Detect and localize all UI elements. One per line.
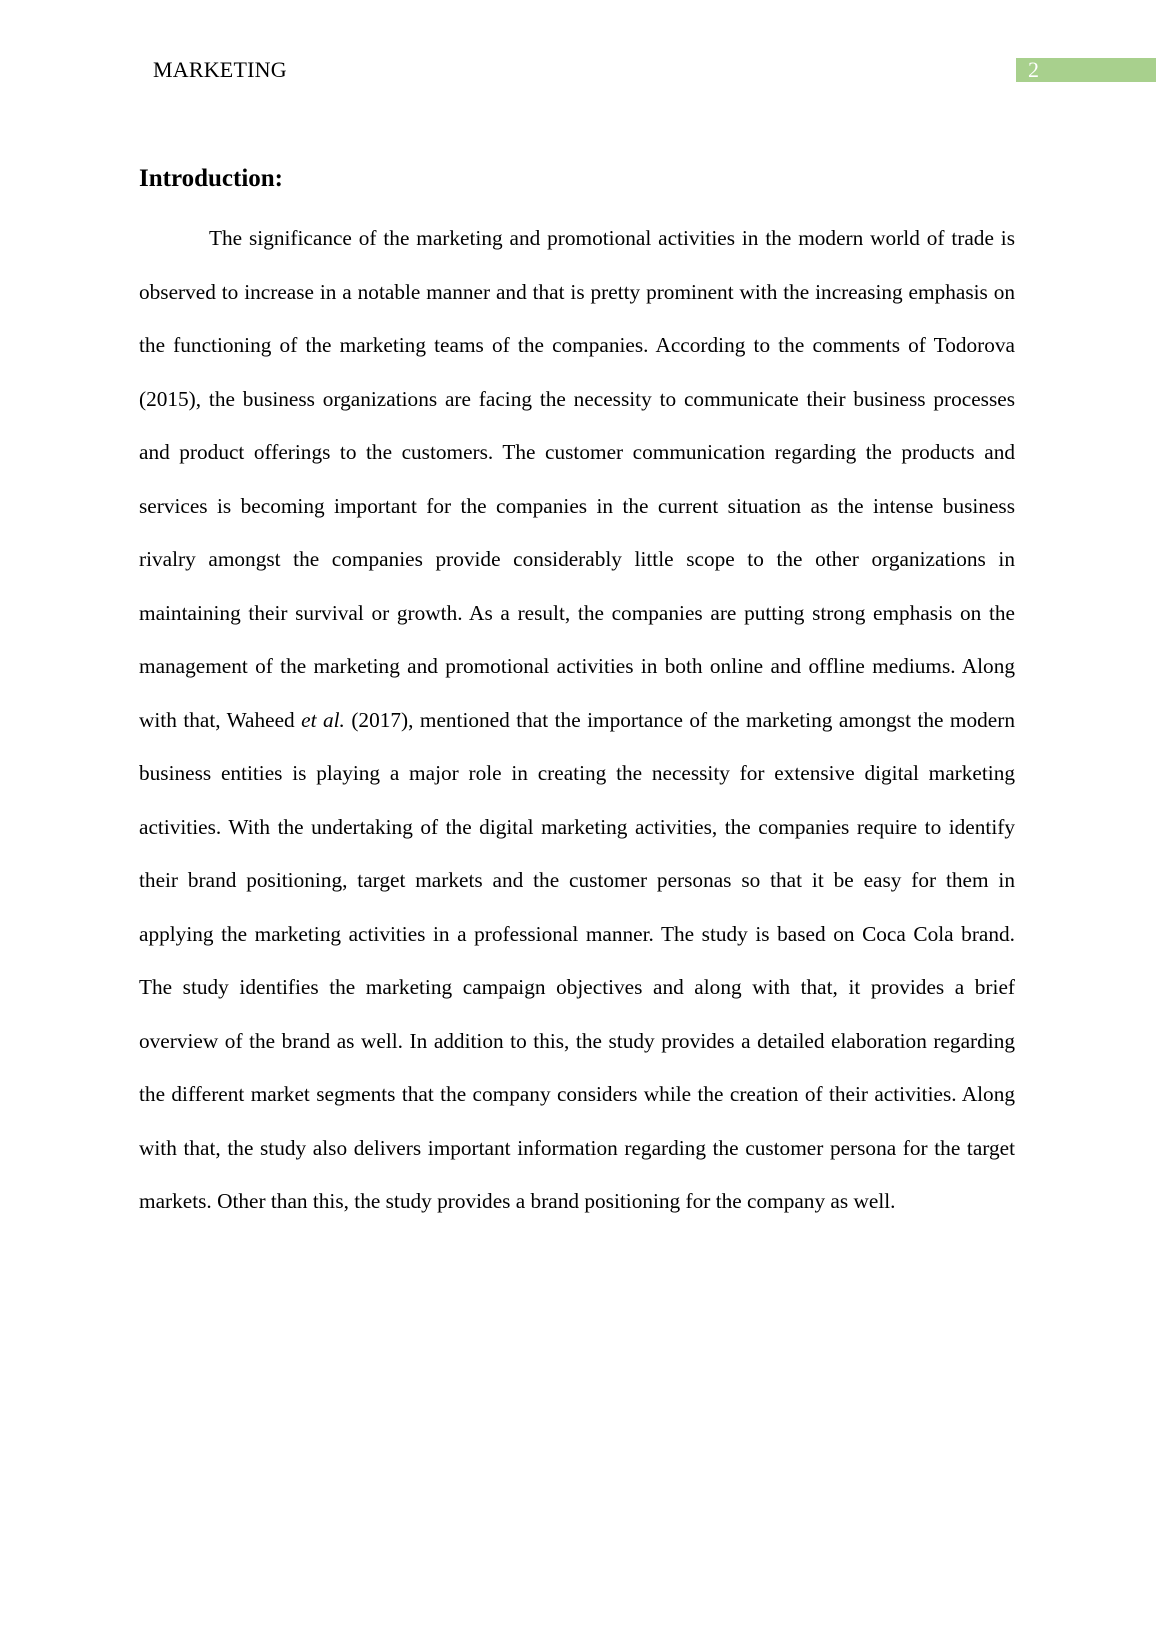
paragraph-citation-italic: et al. xyxy=(301,707,345,732)
paragraph-text-part1: The significance of the marketing and promotional activities in the modern world of trade is observed to increase in a notable manner and that is pretty prominent with the increasing emphasis on the functioning of the marketing teams of the companies. According to the comments of Todorova (2015), the business organizations are facing the necessity to communicate their business processes and product offerings to the customers. The customer communication regarding the products and services is becoming important for the companies in the current situation as the intense business rivalry amongst the companies provide considerably little scope to the other organizations in maintaining their survival or growth. As a result, the companies are putting strong emphasis on the management of the marketing and promotional activities in both online and offline mediums. Along with that, Waheed xyxy=(139,226,1015,732)
running-head: MARKETING xyxy=(153,57,287,82)
intro-paragraph xyxy=(139,212,1015,1229)
paragraph-text-part2: (2017), mentioned that the importance of the marketing amongst the modern business entities is playing a major role in creating the necessity for extensive digital marketing activities. With the undertaking of the digital marketing activities, the companies require to identify their brand positioning, target markets and the customer personas so that it be easy for them in applying the marketing activities in a professional manner. The study is based on Coca Cola brand. The study identifies the marketing campaign objectives and along with that, it provides a brief overview of the brand as well. In addition to this, the study provides a detailed elaboration regarding the different market segments that the company considers while the creation of their activities. Along with that, the study also delivers important information regarding the customer persona for the target markets. Other than this, the study provides a brand positioning for the company as well. xyxy=(139,707,1015,1213)
section-heading: Introduction: xyxy=(139,165,284,192)
page-number: 2 xyxy=(1028,57,1039,82)
page-number-badge xyxy=(1016,58,1156,82)
